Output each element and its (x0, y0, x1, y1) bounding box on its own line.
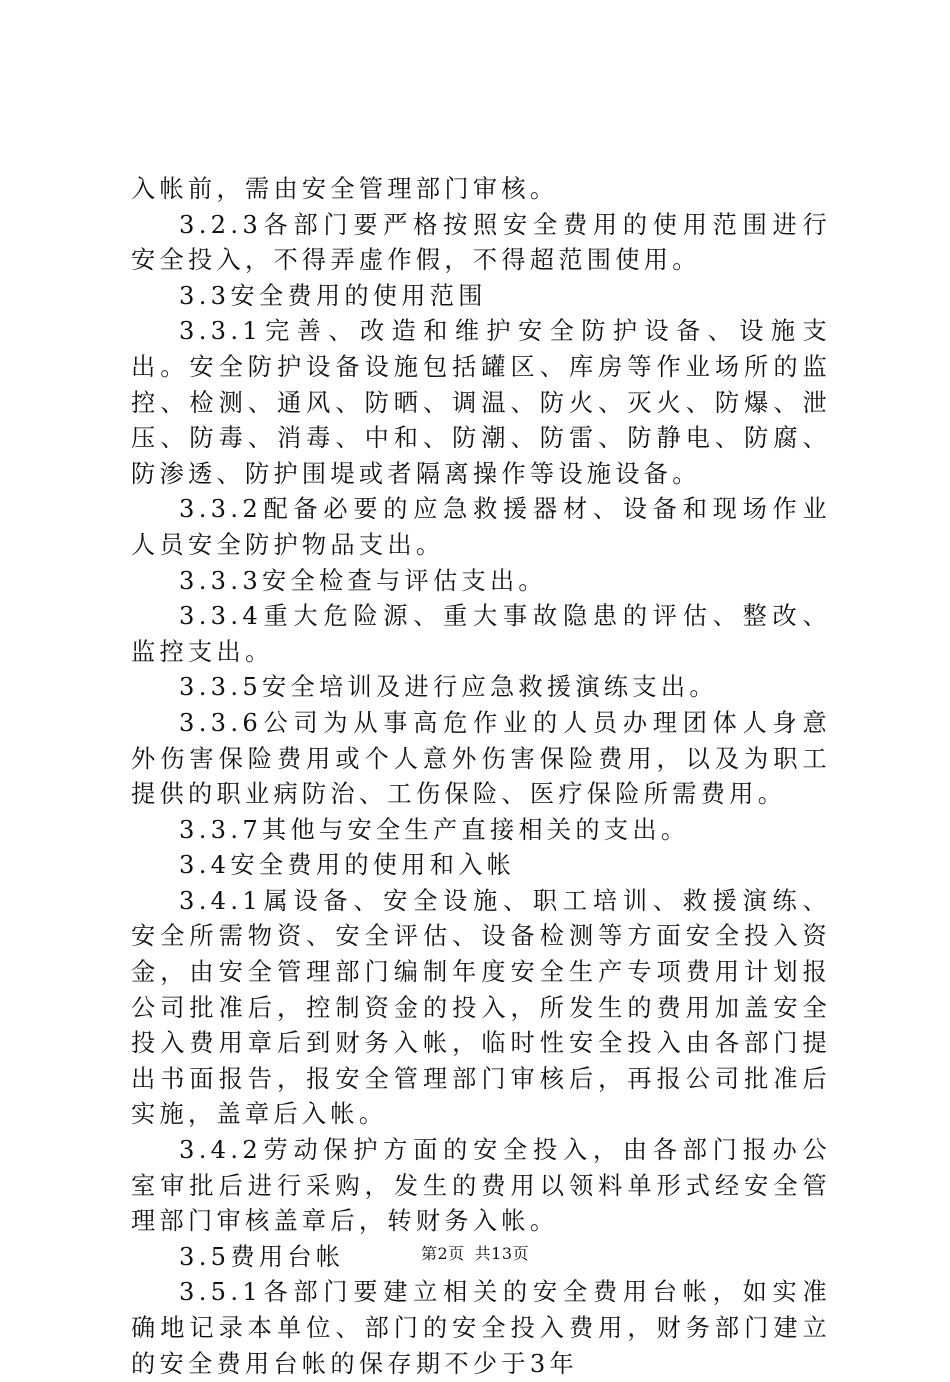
paragraph: 3.5.1各部门要建立相关的安全费用台帐，如实准确地记录本单位、部门的安全投入费用，财务部门建立的安全费用台帐的保存期不少于3年 (131, 1278, 831, 1378)
page-number: 第2页 (420, 1244, 465, 1263)
section-heading: 3.3安全费用的使用范围 (179, 281, 487, 310)
paragraph: 3.3.2配备必要的应急救援器材、设备和现场作业人员安全防护物品支出。 (131, 495, 831, 559)
paragraph: 3.3.3安全检查与评估支出。 (179, 566, 547, 595)
paragraph: 3.3.7其他与安全生产直接相关的支出。 (179, 815, 690, 844)
paragraph: 3.4.2劳动保护方面的安全投入，由各部门报办公室审批后进行采购，发生的费用以领料单形式经安全管理部门审核盖章后，转财务入帐。 (131, 1136, 831, 1236)
paragraph: 3.3.1完善、改造和维护安全防护设备、设施支出。安全防护设备设施包括罐区、库房等作业场所的监控、检测、通风、防晒、调温、防火、灭火、防爆、泄压、防毒、消毒、中和、防潮、防雷、防静电、防腐、防渗透、防护围堤或者隔离操作等设施设备。 (131, 317, 831, 488)
section-heading: 3.4安全费用的使用和入帐 (179, 851, 516, 880)
paragraph: 3.3.4重大危险源、重大事故隐患的评估、整改、监控支出。 (131, 602, 831, 666)
total-pages: 共13页 (474, 1244, 530, 1263)
paragraph: 3.2.3各部门要严格按照安全费用的使用范围进行安全投入，不得弄虚作假，不得超范围使用。 (131, 210, 831, 275)
paragraph: 3.3.5安全培训及进行应急救援演练支出。 (179, 673, 718, 702)
paragraph: 入帐前，需由安全管理部门审核。 (131, 175, 559, 203)
section-heading: 3.5费用台帐 (179, 1242, 345, 1271)
page-footer (0, 1243, 950, 1265)
paragraph: 3.3.6公司为从事高危作业的人员办理团体人身意外伤害保险费用或个人意外伤害保险费用，以及为职工提供的职业病防治、工伤保险、医疗保险所需费用。 (131, 708, 831, 809)
paragraph: 3.4.1属设备、安全设施、职工培训、救援演练、安全所需物资、安全评估、设备检测等方面安全投入资金，由安全管理部门编制年度安全生产专项费用计划报公司批准后，控制资金的投入，所发生的费用加盖安全投入费用章后到财务入帐，临时性安全投入由各部门提出书面报告，报安全管理部门审核后，再报公司批准后实施，盖章后入帐。 (131, 886, 831, 1129)
document-body (131, 172, 831, 1382)
